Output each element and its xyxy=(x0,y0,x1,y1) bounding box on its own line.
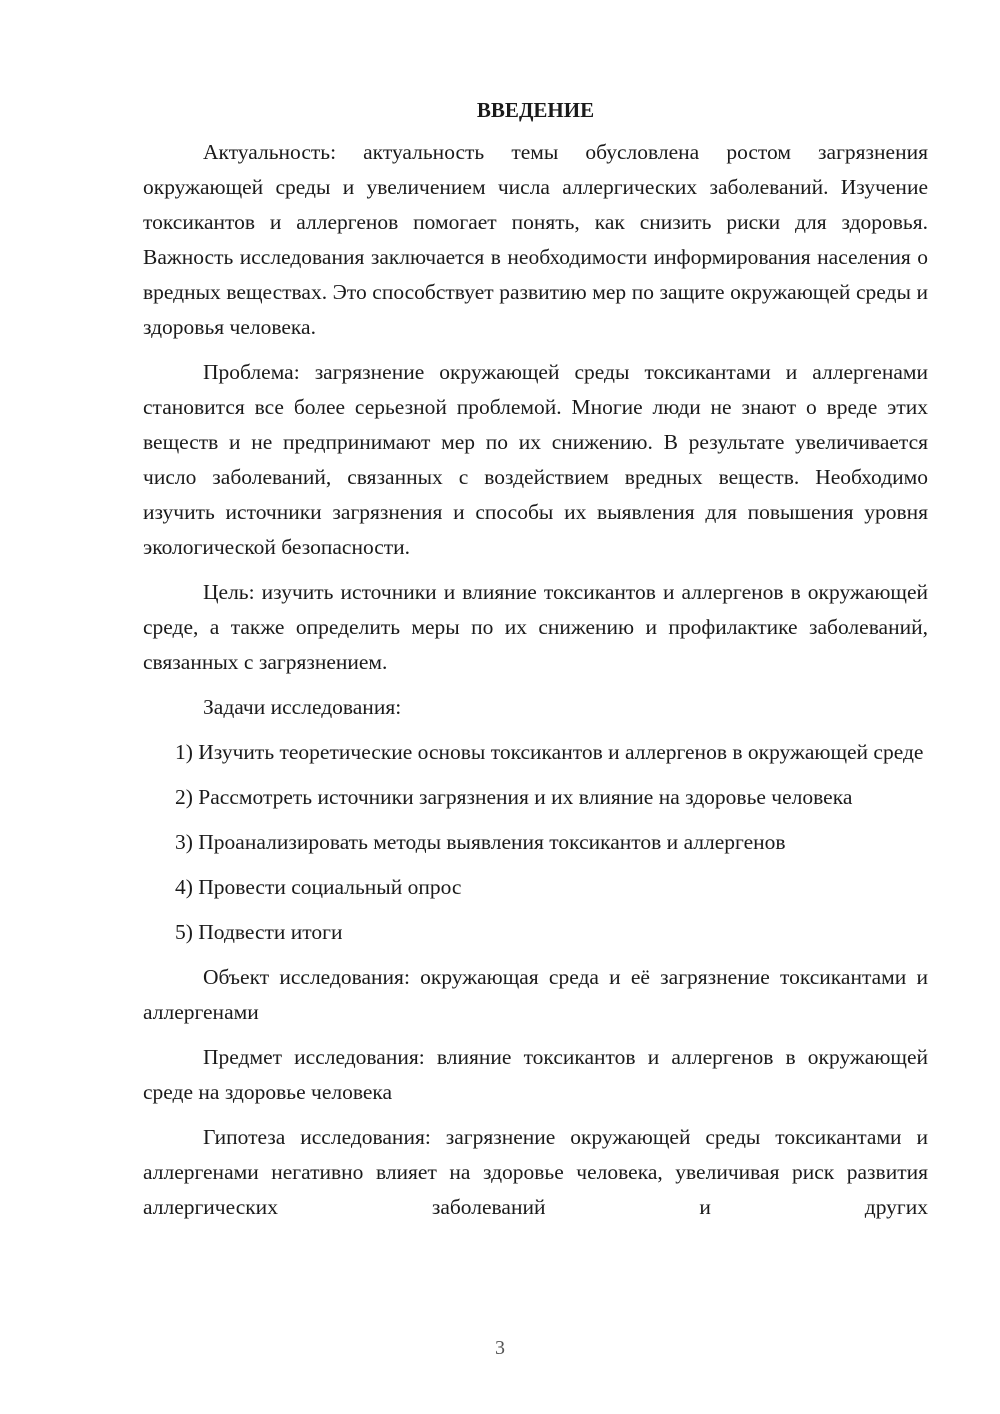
task-item-5: 5) Подвести итоги xyxy=(175,920,343,944)
task-item-1: 1) Изучить теоретические основы токсикантов и аллергенов в окружающей среде xyxy=(175,740,924,764)
paragraph-goal: Цель: изучить источники и влияние токсикантов и аллергенов в окружающей среде, а также определить меры по их снижению и профилактике заболеваний, связанных с загрязнением. xyxy=(143,580,928,674)
page-number: 3 xyxy=(495,1337,505,1359)
task-item-3: 3) Проанализировать методы выявления токсикантов и аллергенов xyxy=(175,830,786,854)
paragraph-subject: Предмет исследования: влияние токсикантов и аллергенов в окружающей среде на здоровье человека xyxy=(143,1045,928,1104)
tasks-label: Задачи исследования: xyxy=(203,695,402,719)
task-item-2: 2) Рассмотреть источники загрязнения и их влияние на здоровье человека xyxy=(175,785,853,809)
paragraph-object: Объект исследования: окружающая среда и её загрязнение токсикантами и аллергенами xyxy=(143,965,928,1024)
paragraph-problem: Проблема: загрязнение окружающей среды токсикантами и аллергенами становится все более серьезной проблемой. Многие люди не знают о вреде этих веществ и не предпринимают мер по их снижению. В результате увеличивается число заболеваний, связанных с воздействием вредных веществ. Необходимо изучить источники загрязнения и способы их выявления для повышения уровня экологической безопасности. xyxy=(143,360,928,559)
paragraph-hypothesis: Гипотеза исследования: загрязнение окружающей среды токсикантами и аллергенами негативно влияет на здоровье человека, увеличивая риск развития аллергических заболеваний и других xyxy=(143,1125,928,1219)
document-page xyxy=(143,95,928,1235)
section-heading: ВВЕДЕНИЕ xyxy=(476,98,595,122)
paragraph-relevance: Актуальность: актуальность темы обусловлена ростом загрязнения окружающей среды и увеличением числа аллергических заболеваний. Изучение токсикантов и аллергенов помогает понять, как снизить риски для здоровья. Важность исследования заключается в необходимости информирования населения о вредных веществах. Это способствует развитию мер по защите окружающей среды и здоровья человека. xyxy=(143,140,928,339)
task-item-4: 4) Провести социальный опрос xyxy=(175,875,462,899)
